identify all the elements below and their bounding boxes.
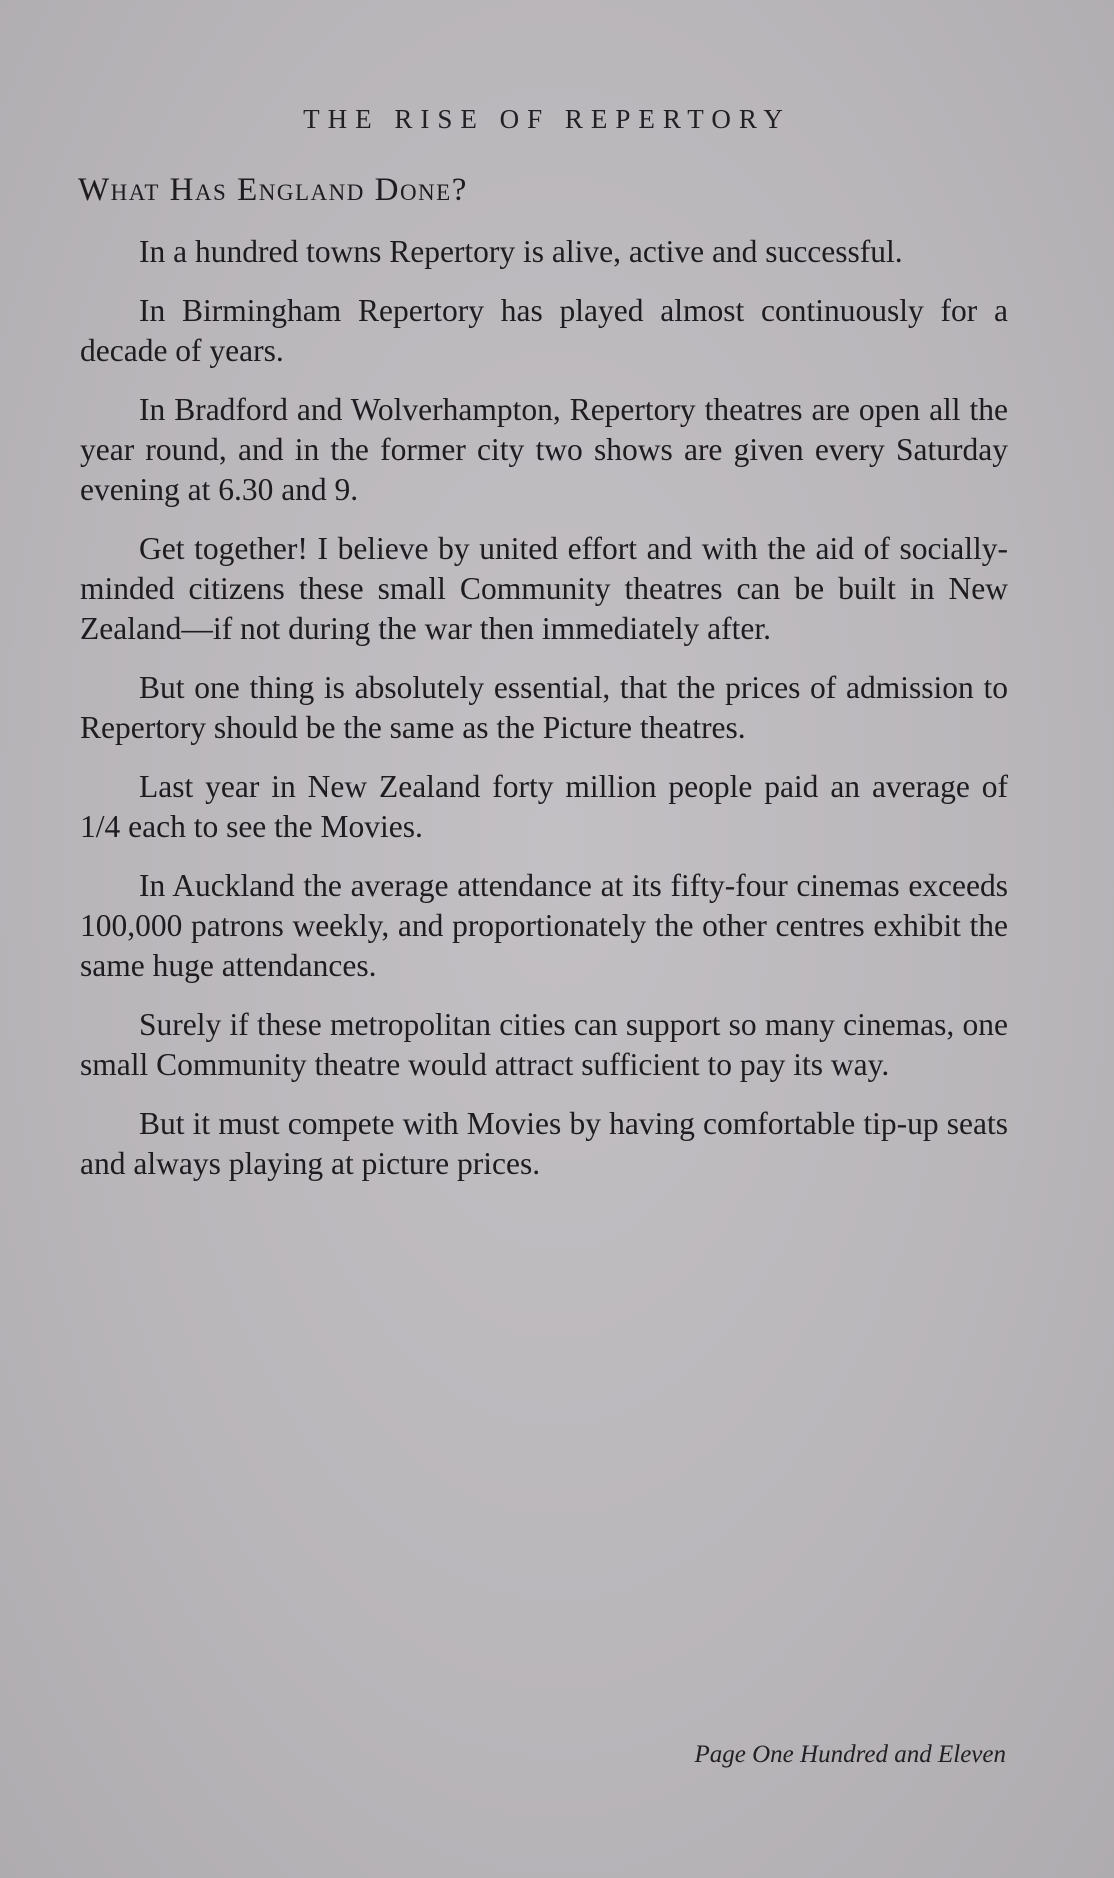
paragraph: Surely if these metropolitan cities can support so many cinemas, one small Community theatre would attract sufficient to pay its way. bbox=[80, 1007, 1008, 1082]
paragraph: Last year in New Zealand forty million people paid an average of 1/4 each to see the Movies. bbox=[80, 769, 1008, 844]
running-head: THE RISE OF REPERTORY bbox=[303, 104, 791, 134]
paragraph: But one thing is absolutely essential, that the prices of admission to Repertory should be the same as the Picture theatres. bbox=[80, 670, 1008, 745]
paragraph: Get together! I believe by united effort and with the aid of socially-minded citizens these small Community theatres can be built in New Zealand—if not during the war then immediately after. bbox=[80, 531, 1008, 646]
paragraph: But it must compete with Movies by having comfortable tip-up seats and always playing at picture prices. bbox=[80, 1106, 1008, 1181]
page-number: Page One Hundred and Eleven bbox=[694, 1741, 1006, 1768]
section-heading: What Has England Done? bbox=[78, 172, 468, 208]
paragraph: In Bradford and Wolverhampton, Repertory theatres are open all the year round, and in the former city two shows are given every Saturday evening at 6.30 and 9. bbox=[80, 392, 1008, 507]
paragraph: In Birmingham Repertory has played almost continuously for a decade of years. bbox=[80, 293, 1008, 368]
paragraph: In a hundred towns Repertory is alive, active and successful. bbox=[139, 234, 903, 269]
body-text bbox=[80, 232, 1008, 1203]
paragraph: In Auckland the average attendance at its fifty-four cinemas exceeds 100,000 patrons weekly, and proportionately the other centres exhibit the same huge attendances. bbox=[80, 868, 1008, 983]
